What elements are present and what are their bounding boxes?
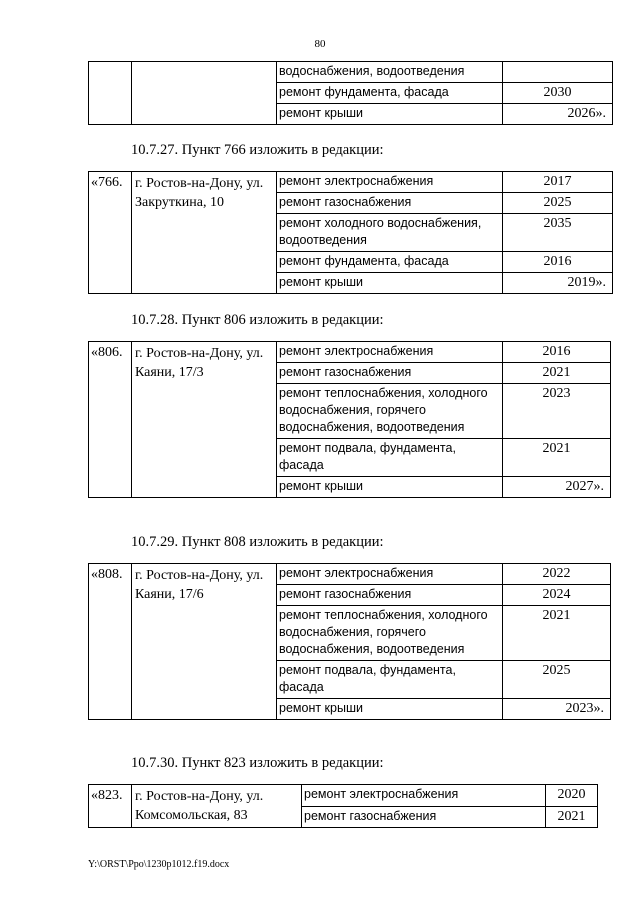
work-cell: ремонт фундамента, фасада <box>277 83 503 104</box>
address-cell: г. Ростов-на-Дону, ул. Каяни, 17/6 <box>132 564 277 720</box>
year-cell: 2025 <box>503 661 611 699</box>
year-cell: 2016 <box>503 252 613 273</box>
work-cell: ремонт фундамента, фасада <box>277 252 503 273</box>
year-cell: 2021 <box>546 806 598 828</box>
year-cell: 2017 <box>503 172 613 193</box>
work-cell: ремонт подвала, фундамента, фасада <box>277 439 503 477</box>
work-cell: ремонт газоснабжения <box>277 363 503 384</box>
year-cell: 2021 <box>503 439 611 477</box>
work-cell: водоснабжения, водоотведения <box>277 62 503 83</box>
year-cell: 2021 <box>503 363 611 384</box>
year-cell: 2024 <box>503 585 611 606</box>
year-cell: 2023 <box>503 384 611 439</box>
table-row <box>89 172 613 193</box>
continuation-table <box>88 61 613 125</box>
year-cell: 2021 <box>503 606 611 661</box>
year-cell: 2016 <box>503 342 611 363</box>
number-cell: «766. <box>89 172 132 294</box>
work-cell: ремонт газоснабжения <box>277 193 503 214</box>
address-cell: г. Ростов-на-Дону, ул. Каяни, 17/3 <box>132 342 277 498</box>
table-row <box>89 342 611 363</box>
section-heading: 10.7.30. Пункт 823 изложить в редакции: <box>131 755 384 771</box>
section-table <box>88 171 613 294</box>
work-cell: ремонт электроснабжения <box>277 342 503 363</box>
work-cell: ремонт теплоснабжения, холодного водоснабжения, горячего водоснабжения, водоотведения <box>277 606 503 661</box>
number-cell: «823. <box>89 785 132 828</box>
table-row <box>89 62 613 83</box>
work-cell: ремонт подвала, фундамента, фасада <box>277 661 503 699</box>
section-table <box>88 784 598 828</box>
year-cell: 2027». <box>503 477 611 498</box>
address-cell: г. Ростов-на-Дону, ул. Комсомольская, 83 <box>132 785 302 828</box>
address-cell <box>132 62 277 125</box>
address-cell: г. Ростов-на-Дону, ул. Закруткина, 10 <box>132 172 277 294</box>
year-cell: 2019». <box>503 273 613 294</box>
year-cell: 2020 <box>546 785 598 807</box>
section-table <box>88 563 611 720</box>
table-row <box>89 785 598 807</box>
work-cell: ремонт электроснабжения <box>277 564 503 585</box>
year-cell: 2025 <box>503 193 613 214</box>
work-cell: ремонт крыши <box>277 273 503 294</box>
work-cell: ремонт крыши <box>277 699 503 720</box>
work-cell: ремонт холодного водоснабжения, водоотведения <box>277 214 503 252</box>
year-cell <box>503 62 613 83</box>
work-cell: ремонт электроснабжения <box>302 785 546 807</box>
work-cell: ремонт газоснабжения <box>277 585 503 606</box>
section-heading: 10.7.28. Пункт 806 изложить в редакции: <box>131 312 384 328</box>
section-table <box>88 341 611 498</box>
work-cell: ремонт крыши <box>277 104 503 125</box>
work-cell: ремонт электроснабжения <box>277 172 503 193</box>
work-cell: ремонт крыши <box>277 477 503 498</box>
year-cell: 2023». <box>503 699 611 720</box>
year-cell: 2026». <box>503 104 613 125</box>
number-cell: «808. <box>89 564 132 720</box>
work-cell: ремонт газоснабжения <box>302 806 546 828</box>
section-heading: 10.7.27. Пункт 766 изложить в редакции: <box>131 142 384 158</box>
year-cell: 2022 <box>503 564 611 585</box>
table-row <box>89 564 611 585</box>
number-cell <box>89 62 132 125</box>
page-number: 80 <box>314 38 326 50</box>
section-heading: 10.7.29. Пункт 808 изложить в редакции: <box>131 534 384 550</box>
year-cell: 2035 <box>503 214 613 252</box>
number-cell: «806. <box>89 342 132 498</box>
work-cell: ремонт теплоснабжения, холодного водоснабжения, горячего водоснабжения, водоотведения <box>277 384 503 439</box>
year-cell: 2030 <box>503 83 613 104</box>
footer-file-path: Y:\ORST\Ppo\1230p1012.f19.docx <box>88 859 230 870</box>
